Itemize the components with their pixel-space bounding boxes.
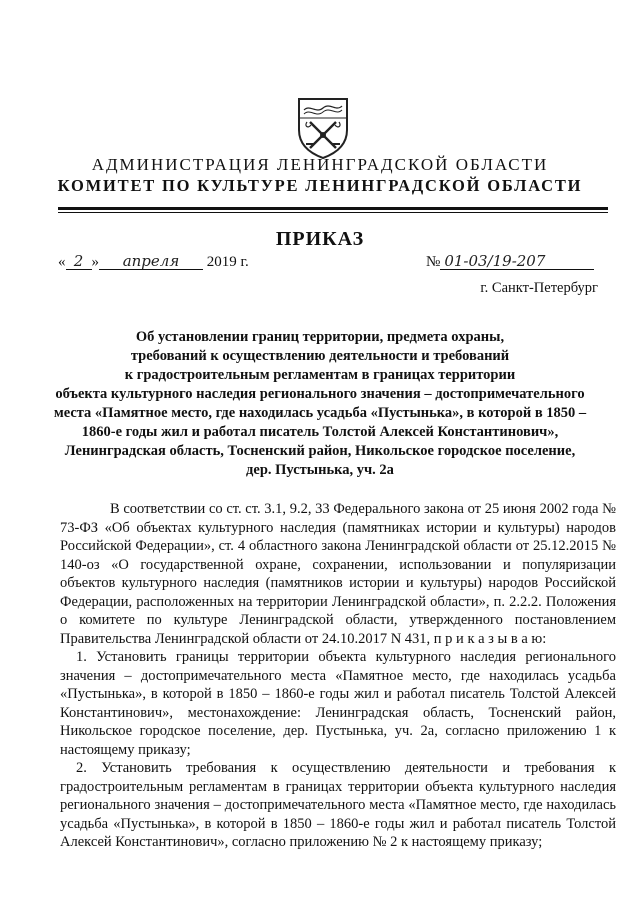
heading-line: объекта культурного наследия регионального значения – достопримечательного [55,386,585,402]
date-open-quote: « [58,254,66,270]
order-heading [30,328,610,480]
document-title: ПРИКАЗ [275,228,365,250]
heading-line: 1860-е годы жил и работал писатель Толстой Алексей Константинович», [81,424,559,440]
number-prefix: № [426,254,441,270]
organization-name: АДМИНИСТРАЦИЯ ЛЕНИНГРАДСКОЙ ОБЛАСТИ [91,155,549,174]
order-body [60,500,616,852]
order-item-1: 1. Установить границы территории объекта культурного наследия регионального значения – достопримечательного места «Памятное место, где находилась усадьба «Пустынька», в которой в 1850 – 1860-е годы жил и работал писатель Толстой Алексей Константинович», местонахождение: Ленинградская область, Тосненский район, Никольское городское поселение, дер. Пустынька, уч. 2а, согласно приложению 1 к настоящему приказу; [60,649,616,758]
date-close-quote: » [91,254,99,270]
order-item-2: 2. Установить требования к осуществлению деятельности и требования к градостроительным регламентам в границах территории объекта культурного наследия регионального значения – достопримечательного места «Памятное место, где находилась усадьба «Пустынька», в которой в 1850 – 1860-е годы жил и работал писатель Толстой Алексей Константинович», согласно приложению № 2 к настоящему приказу; [60,760,616,850]
number-value: 01-03/19-207 [440,254,594,270]
header-rule-thin [58,212,608,213]
heading-line: Ленинградская область, Тосненский район, Никольское городское поселение, [64,443,576,459]
coat-of-arms-icon [296,96,350,160]
heading-line: места «Памятное место, где находилась усадьба «Пустынька», в которой в 1850 – [53,405,587,421]
heading-line: дер. Пустынька, уч. 2а [246,462,394,478]
document-city: г. Санкт-Петербург [480,280,598,296]
header-rule-thick [58,207,608,210]
document-date [58,254,249,271]
preamble-paragraph: В соответствии со ст. ст. 3.1, 9.2, 33 Федерального закона от 25 июня 2002 года № 73-ФЗ «Об объектах культурного наследия (памятниках истории и культуры) народов Российской Федерации», ст. 4 областного закона Ленинградской области от 25.12.2015 № 140-оз «О государственной охране, сохранении, использовании и популяризации объектов культурного наследия (памятников истории и культуры) народов Российской Федерации, расположенных на территории Ленинградской области», п. 2.2.2. Положения о комитете по культуре Ленинградской области, утвержденного постановлением Правительства Ленинградской области от 24.10.2017 N 431, п р и к а з ы в а ю: [60,501,616,647]
date-year: 2019 г. [206,254,249,270]
date-month: апреля [99,254,203,270]
committee-name: КОМИТЕТ ПО КУЛЬТУРЕ ЛЕНИНГРАДСКОЙ ОБЛАСТИ [57,176,583,195]
heading-line: Об установлении границ территории, предмета охраны, [135,329,505,345]
heading-line: требований к осуществлению деятельности и требований [130,348,510,364]
heading-line: к градостроительным регламентам в границах территории [124,367,516,383]
date-day: 2 [66,254,92,270]
document-number [426,254,594,271]
